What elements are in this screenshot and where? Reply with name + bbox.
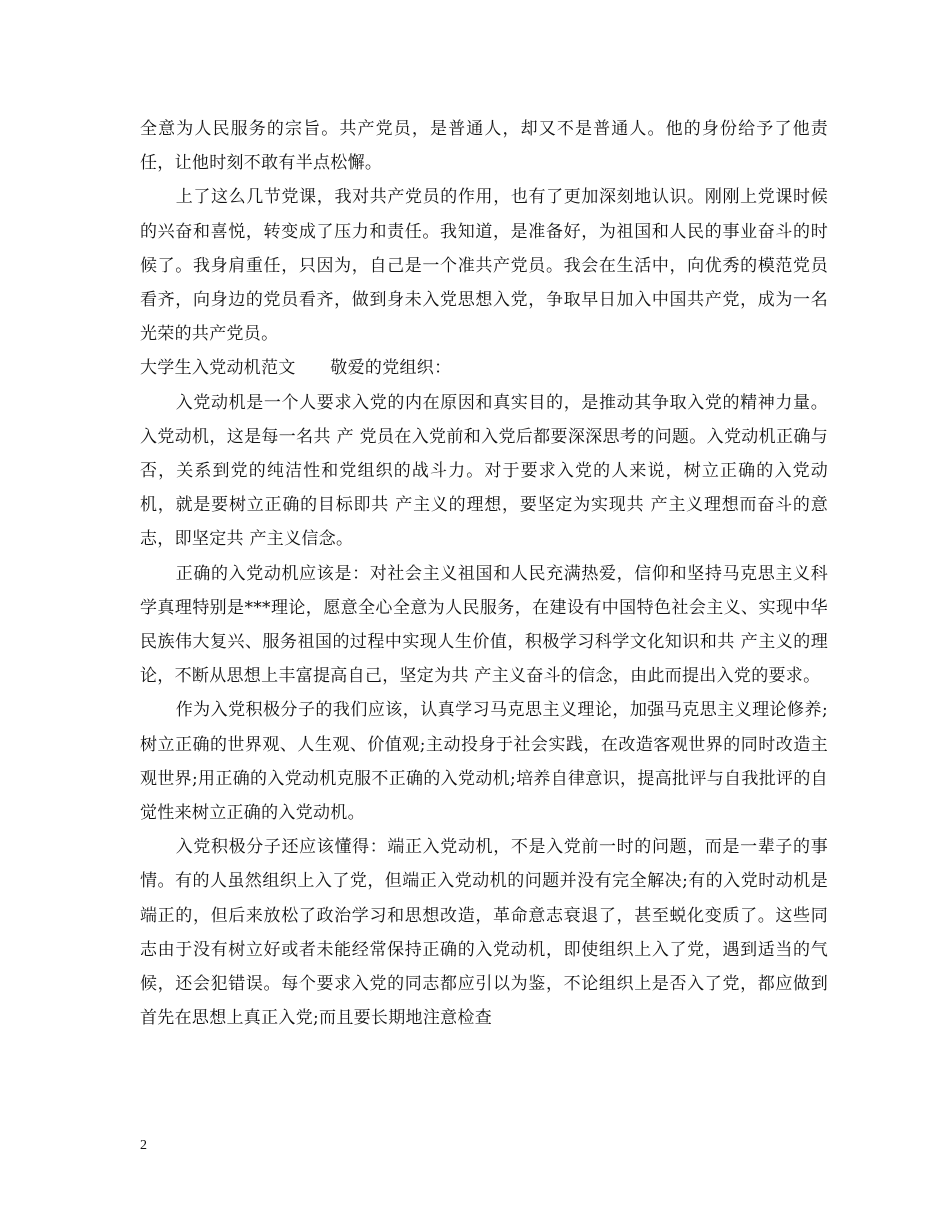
section-heading-line: 大学生入党动机范文 敬爱的党组织： bbox=[140, 358, 452, 379]
paragraph-2: 上了这么几节党课，我对共产党员的作用，也有了更加深刻地认识。刚刚上党课时候的兴奋和喜悦，转变成了压力和责任。我知道，是准备好，为祖国和人民的事业奋斗的时候了。我身肩重任，只因为，自己是一个准共产党员。我会在生活中，向优秀的模范党员看齐，向身边的党员看齐，做到身未入党思想入党，争取早日加入中国共产党，成为一名光荣的共产党员。 bbox=[140, 187, 828, 345]
paragraph-1: 全意为人民服务的宗旨。共产党员，是普通人，却又不是普通人。他的身份给予了他责任，让他时刻不敢有半点松懈。 bbox=[140, 119, 828, 174]
paragraph-6: 入党积极分子还应该懂得：端正入党动机，不是入党前一时的问题，而是一辈子的事情。有的人虽然组织上入了党，但端正入党动机的问题并没有完全解决;有的入党时动机是端正的，但后来放松了政治学习和思想改造，革命意志衰退了，甚至蜕化变质了。这些同志由于没有树立好或者未能经常保持正确的入党动机，即使组织上入了党，遇到适当的气候，还会犯错误。每个要求入党的同志都应引以为鉴，不论组织上是否入了党，都应做到首先在思想上真正入党;而且要长期地注意检查 bbox=[140, 837, 828, 1029]
paragraph-4: 正确的入党动机应该是：对社会主义祖国和人民充满热爱，信仰和坚持马克思主义科学真理特别是***理论，愿意全心全意为人民服务，在建设有中国特色社会主义、实现中华民族伟大复兴、服务祖国的过程中实现人生价值，积极学习科学文化知识和共 产主义的理论，不断从思想上丰富提高自己，坚定为共 产主义奋斗的信念，由此而提出入党的要求。 bbox=[140, 563, 828, 687]
document-body bbox=[140, 112, 828, 1035]
page-number: 2 bbox=[140, 1138, 147, 1153]
paragraph-5: 作为入党积极分子的我们应该，认真学习马克思主义理论，加强马克思主义理论修养;树立正确的世界观、人生观、价值观;主动投身于社会实践，在改造客观世界的同时改造主观世界;用正确的入党动机克服不正确的入党动机;培养自律意识，提高批评与自我批评的自觉性来树立正确的入党动机。 bbox=[140, 700, 828, 824]
paragraph-3: 入党动机是一个人要求入党的内在原因和真实目的，是推动其争取入党的精神力量。入党动机，这是每一名共 产 党员在入党前和入党后都要深深思考的问题。入党动机正确与否，关系到党的纯洁性和党组织的战斗力。对于要求入党的人来说，树立正确的入党动机，就是要树立正确的目标即共 产主义的理想，要坚定为实现共 产主义理想而奋斗的意志，即坚定共 产主义信念。 bbox=[140, 392, 828, 550]
